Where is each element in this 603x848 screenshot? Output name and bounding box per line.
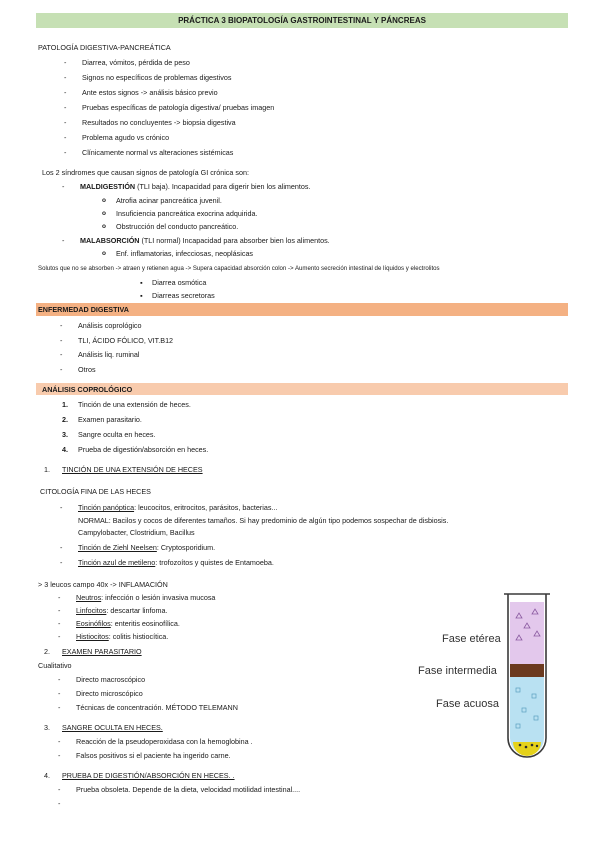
citologia-heading: CITOLOGÍA FINA DE LAS HECES [40, 487, 151, 496]
list-item: - Otros [78, 365, 96, 374]
list-number: 4. [62, 445, 68, 454]
list-item: - Técnicas de concentración. MÉTODO TELEMANN [76, 703, 238, 712]
cell-label: Histiocitos [76, 632, 109, 641]
malabsorcion-term: MALABSORCIÓN [80, 236, 140, 245]
ziehl-line [78, 543, 215, 552]
cualitativo-label: Cualitativo [38, 661, 72, 670]
cell-item [76, 632, 168, 641]
list-item: - Directo microscópico [76, 689, 143, 698]
page-title: PRÁCTICA 3 BIOPATOLOGÍA GASTROINTESTINAL Y PÁNCREAS [178, 16, 426, 25]
section-heading-patologia: PATOLOGÍA DIGESTIVA-PANCREÁTICA [38, 43, 171, 52]
enfermedad-heading: ENFERMEDAD DIGESTIVA [38, 305, 129, 314]
list-item: Prueba de digestión/absorción en heces. [78, 445, 209, 454]
list-item: - Prueba obsoleta. Depende de la dieta, velocidad motilidad intestinal.... [76, 785, 300, 794]
metileno-line [78, 558, 274, 567]
list-item: - Falsos positivos si el paciente ha ingerido carne. [76, 751, 231, 760]
cell-item [76, 606, 168, 615]
test-tube-svg [412, 590, 572, 770]
list-item: - Análisis coprológico [78, 321, 142, 330]
cell-item [76, 619, 180, 628]
cell-item [76, 593, 215, 602]
label-aqueous: Fase acuosa [436, 698, 499, 710]
list-item: ▪ Diarrea osmótica [152, 278, 206, 287]
list-item: - Resultados no concluyentes -> biopsia digestiva [82, 118, 236, 127]
prueba-heading: PRUEBA DE DIGESTIÓN/ABSORCIÓN EN HECES. . [62, 771, 235, 780]
list-item: - Análisis liq. ruminal [78, 350, 140, 359]
label-ether: Fase etérea [442, 633, 501, 645]
syndromes-intro: Los 2 síndromes que causan signos de patología GI crónica son: [42, 168, 249, 177]
list-item: o Obstrucción del conducto pancreático. [116, 222, 238, 231]
panoptica-line [78, 503, 278, 512]
ziehl-label: Tinción de Ziehl Neelsen [78, 543, 157, 552]
list-number: 1. [62, 400, 68, 409]
cell-text: : infección o lesión invasiva mucosa [101, 593, 216, 602]
sangre-heading: SANGRE OCULTA EN HECES. [62, 723, 163, 732]
list-item: Examen parasitario. [78, 415, 142, 424]
list-item: o Atrofia acinar pancreática juvenil. [116, 196, 222, 205]
list-item: - Signos no específicos de problemas digestivos [82, 73, 231, 82]
list-item: - Problema agudo vs crónico [82, 133, 169, 142]
normal-line-2: Campylobacter, Clostridium, Bacillus [78, 528, 195, 537]
list-item: - Clínicamente normal vs alteraciones sistémicas [82, 148, 233, 157]
metileno-text: : trofozoítos y quistes de Entamoeba. [155, 558, 274, 567]
maldigestion-term: MALDIGESTIÓN [80, 182, 136, 191]
section-number: 2. [44, 647, 50, 656]
list-item: Tinción de una extensión de heces. [78, 400, 191, 409]
section-number: 4. [44, 771, 50, 780]
list-item: o Insuficiencia pancreática exocrina adquirida. [116, 209, 257, 218]
list-item: o Enf. inflamatorias, infecciosas, neoplásicas [116, 249, 253, 258]
list-number: 2. [62, 415, 68, 424]
phase-intermediate [510, 664, 544, 677]
coprologico-heading: ANÁLISIS COPROLÓGICO [42, 385, 133, 394]
list-item: - TLI, ÁCIDO FÓLICO, VIT.B12 [78, 336, 173, 345]
phase-ether [510, 602, 544, 664]
list-item: Sangre oculta en heces. [78, 430, 156, 439]
normal-line: NORMAL: Bacilos y cocos de diferentes tamaños. Si hay predominio de algún tipo podemos sospechar de disbiosis. [78, 516, 449, 525]
cell-text: : colitis histiocítica. [108, 632, 169, 641]
malabsorcion-desc: (TLI normal) Incapacidad para absorber bien los alimentos. [139, 236, 330, 245]
label-intermediate: Fase intermedia [418, 665, 497, 677]
tincion-heading: TINCIÓN DE UNA EXTENSIÓN DE HECES [62, 465, 203, 474]
test-tube-figure [412, 590, 572, 770]
cell-text: : enteritis eosinofílica. [110, 619, 180, 628]
list-item: - Directo macroscópico [76, 675, 145, 684]
cell-label: Neutros [76, 593, 102, 602]
panoptica-text: : leucocitos, eritrocitos, parásitos, bacterias... [134, 503, 278, 512]
solutes-line: Solutos que no se absorben -> atraen y retienen agua -> Supera capacidad absorción colon -> Aumento secreción intestinal de líquidos y electrolitos [38, 265, 440, 272]
list-number: 3. [62, 430, 68, 439]
list-item: - Pruebas específicas de patología digestiva/ pruebas imagen [82, 103, 274, 112]
list-item: - Diarrea, vómitos, pérdida de peso [82, 58, 190, 67]
maldigestion-desc: (TLI baja). Incapacidad para digerir bien los alimentos. [135, 182, 311, 191]
section-number: 3. [44, 723, 50, 732]
cell-text: : descartar linfoma. [106, 606, 168, 615]
parasitario-heading: EXAMEN PARASITARIO [62, 647, 142, 656]
maldigestion-line [80, 182, 311, 191]
cell-label: Eosinófilos [76, 619, 111, 628]
cell-label: Linfocitos [76, 606, 107, 615]
list-item: - Ante estos signos -> análisis básico previo [82, 88, 218, 97]
list-item: ▪ Diarreas secretoras [152, 291, 215, 300]
section-number: 1. [44, 465, 50, 474]
panoptica-label: Tinción panóptica [78, 503, 135, 512]
list-item: - Reacción de la pseudoperoxidasa con la hemoglobina . [76, 737, 253, 746]
ziehl-text: : Cryptosporidium. [156, 543, 216, 552]
metileno-label: Tinción azul de metileno [78, 558, 156, 567]
malabsorcion-line [80, 236, 330, 245]
leucos-line: > 3 leucos campo 40x -> INFLAMACIÓN [38, 580, 168, 589]
